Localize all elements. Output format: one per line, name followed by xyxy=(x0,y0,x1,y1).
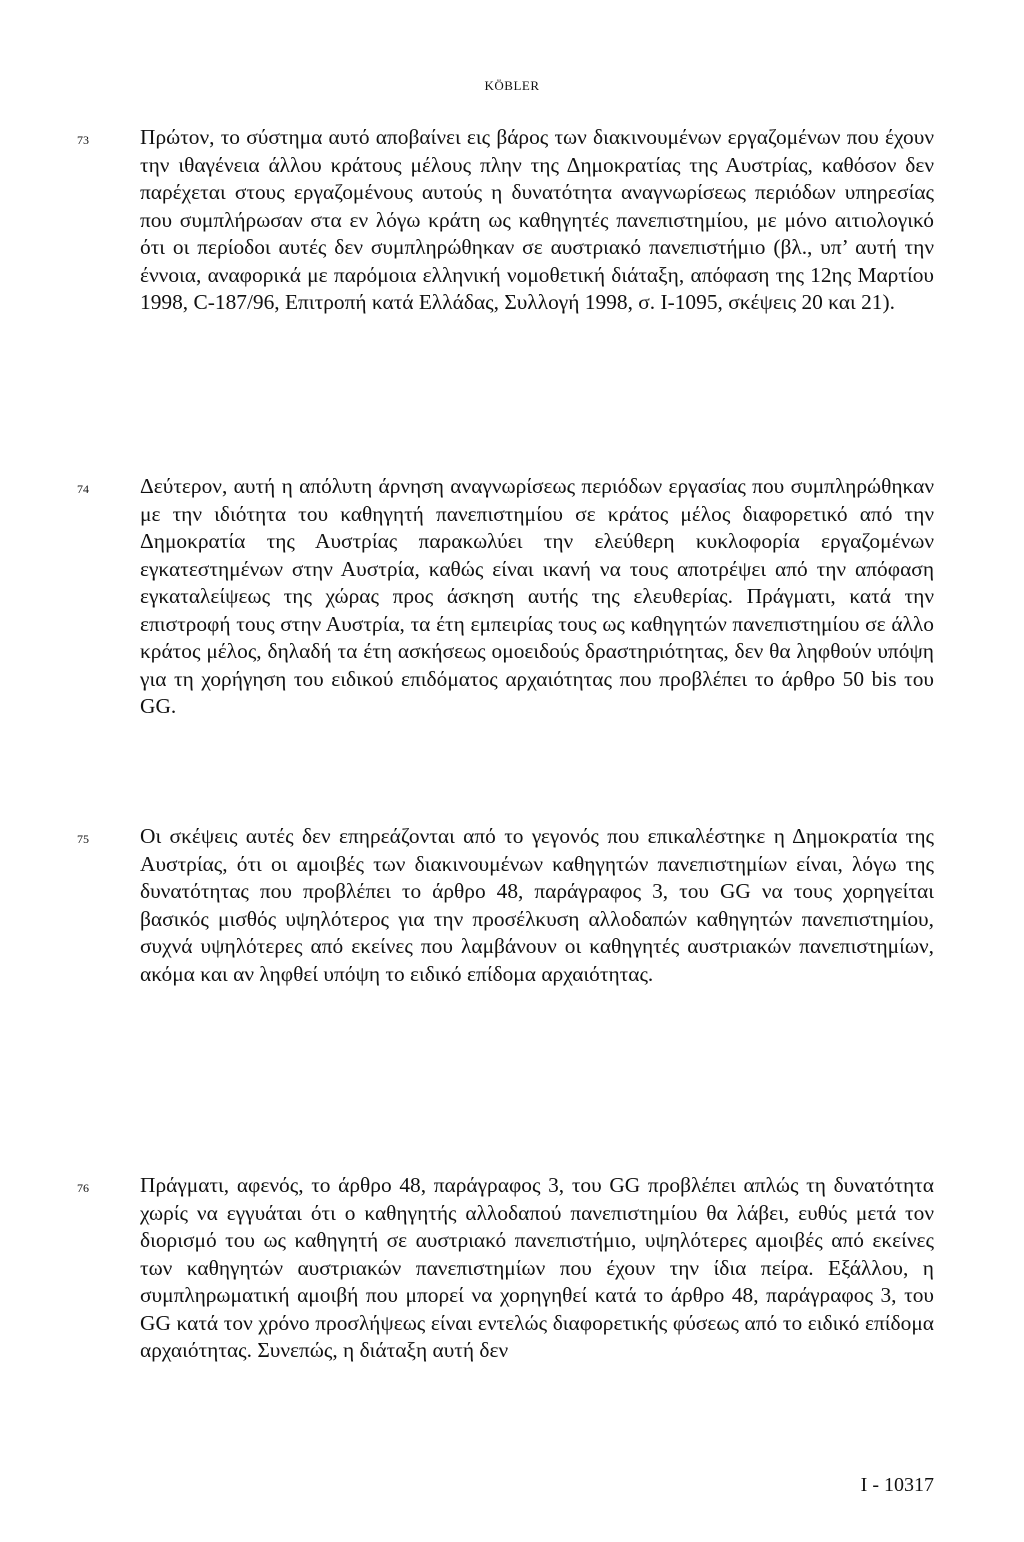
paragraph-text: Πρώτον, το σύστημα αυτό αποβαίνει εις βάρος των διακινουμένων εργαζομένων που έχουν την ιθαγένεια άλλου κράτους μέλους πλην της Δημοκρατίας της Αυστρίας, καθόσον δεν παρέχεται στους εργαζομένους αυτούς η δυνατότητα αναγνωρίσεως περιόδων υπηρεσίας που συμπλήρωσαν στα εν λόγω κράτη ως καθηγητές πανεπιστημίου, με μόνο αιτιολογικό ότι οι περίοδοι αυτές δεν συμπληρώθηκαν σε αυστριακό πανεπιστήμιο (βλ., υπ’ αυτή την έννοια, αναφορικά με παρόμοια ελληνική νομοθετική διάταξη, απόφαση της 12ης Μαρτίου 1998, C-187/96, Επιτροπή κατά Ελλάδας, Συλλογή 1998, σ. I-1095, σκέψεις 20 και 21). xyxy=(140,125,934,314)
paragraph-number: 75 xyxy=(77,832,89,846)
paragraph-text: Πράγματι, αφενός, το άρθρο 48, παράγραφος 3, του GG προβλέπει απλώς τη δυνατότητα χωρίς να εγγυάται ότι ο καθηγητής αλλοδαπού πανεπιστημίου θα λάβει, ευθύς μετά τον διορισμό του ως καθηγητή σε αυστριακό πανεπιστήμιο, υψηλότερες αμοιβές από εκείνες των καθηγητών αυστριακών πανεπιστημίων που έχουν την ίδια πείρα. Εξάλλου, η συμπληρωματική αμοιβή που μπορεί να χορηγηθεί κατά το άρθρο 48, παράγραφος 3, του GG κατά τον χρόνο προσλήψεως είναι εντελώς διαφορετικής φύσεως από το ειδικό επίδομα αρχαιότητας. Συνεπώς, η διάταξη αυτή δεν xyxy=(140,1173,934,1362)
paragraph-number: 73 xyxy=(77,133,89,147)
paragraph-number: 76 xyxy=(77,1181,89,1195)
paragraph-number: 74 xyxy=(77,482,89,496)
running-head: KÖBLER xyxy=(484,78,540,93)
page-number: I - 10317 xyxy=(860,1474,934,1496)
paragraph-text: Δεύτερον, αυτή η απόλυτη άρνηση αναγνωρίσεως περιόδων εργασίας που συμπληρώθηκαν με την ιδιότητα του καθηγητή πανεπιστημίου σε κράτος μέλος διαφορετικό από την Δημοκρατία της Αυστρίας παρακωλύει την ελεύθερη κυκλοφορία εργαζομένων εγκατεστημένων στην Αυστρία, καθώς είναι ικανή να τους αποτρέψει από την απόφαση εγκαταλείψεως της χώρας προς άσκηση αυτής της ελευθερίας. Πράγματι, κατά την επιστροφή τους στην Αυστρία, τα έτη εμπειρίας τους ως καθηγητών πανεπιστημίου σε άλλο κράτος μέλος, δηλαδή τα έτη ασκήσεως ομοειδούς δραστηριότητας, δεν θα ληφθούν υπόψη για τη χορήγηση του ειδικού επιδόματος αρχαιότητας που προβλέπει το άρθρο 50 bis του GG. xyxy=(140,474,934,718)
paragraph-text: Οι σκέψεις αυτές δεν επηρεάζονται από το γεγονός που επικαλέστηκε η Δημοκρατία της Αυστρίας, ότι οι αμοιβές των διακινουμένων καθηγητών πανεπιστημίων είναι, λόγω της δυνατότητας που προβλέπει το άρθρο 48, παράγραφος 3, του GG να τους χορηγείται βασικός μισθός υψηλότερος για την προσέλκυση αλλοδαπών καθηγητών πανεπιστημίου, συχνά υψηλότερες από εκείνες που λαμβάνουν οι καθηγητές αυστριακών πανεπιστημίων, ακόμα και αν ληφθεί υπόψη το ειδικό επίδομα αρχαιότητας. xyxy=(140,824,934,986)
